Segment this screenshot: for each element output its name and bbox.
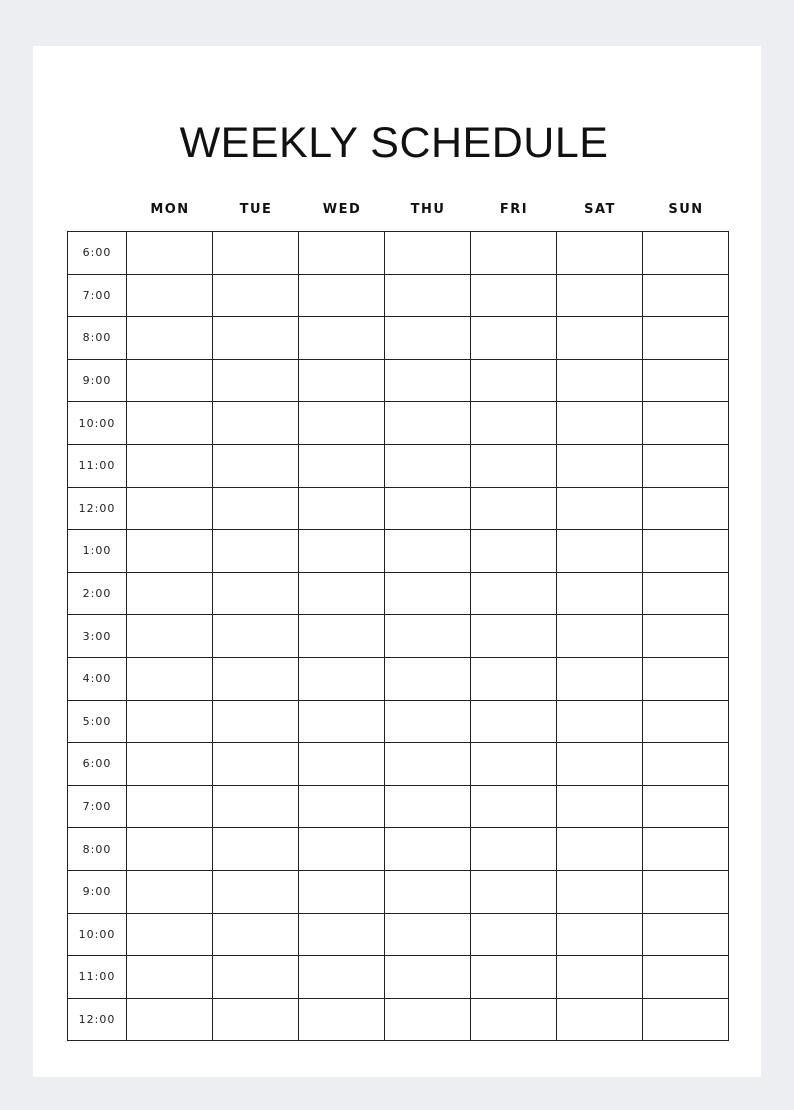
schedule-cell-tue[interactable] [213, 530, 299, 573]
schedule-cell-thu[interactable] [385, 317, 471, 360]
schedule-cell-mon[interactable] [127, 700, 213, 743]
schedule-cell-sun[interactable] [643, 402, 729, 445]
time-row [68, 657, 729, 700]
schedule-cell-fri[interactable] [471, 572, 557, 615]
schedule-cell-thu[interactable] [385, 487, 471, 530]
time-label: 6:00 [68, 743, 127, 786]
schedule-cell-fri[interactable] [471, 913, 557, 956]
time-row [68, 317, 729, 360]
schedule-cell-mon[interactable] [127, 913, 213, 956]
schedule-cell-sun[interactable] [643, 700, 729, 743]
schedule-cell-sun[interactable] [643, 359, 729, 402]
schedule-cell-sun[interactable] [643, 657, 729, 700]
schedule-cell-mon[interactable] [127, 615, 213, 658]
schedule-cell-mon[interactable] [127, 444, 213, 487]
time-label: 7:00 [68, 785, 127, 828]
time-label: 8:00 [68, 828, 127, 871]
time-label: 6:00 [68, 232, 127, 275]
schedule-cell-mon[interactable] [127, 870, 213, 913]
schedule-cell-fri[interactable] [471, 444, 557, 487]
schedule-cell-wed[interactable] [299, 572, 385, 615]
time-row [68, 956, 729, 999]
schedule-cell-tue[interactable] [213, 317, 299, 360]
schedule-cell-mon[interactable] [127, 743, 213, 786]
schedule-cell-tue[interactable] [213, 487, 299, 530]
schedule-cell-mon[interactable] [127, 274, 213, 317]
schedule-cell-tue[interactable] [213, 956, 299, 999]
time-row [68, 700, 729, 743]
time-row [68, 402, 729, 445]
schedule-cell-mon[interactable] [127, 530, 213, 573]
schedule-cell-mon[interactable] [127, 317, 213, 360]
schedule-cell-wed[interactable] [299, 530, 385, 573]
schedule-cell-sat[interactable] [557, 402, 643, 445]
schedule-cell-thu[interactable] [385, 743, 471, 786]
schedule-cell-sun[interactable] [643, 998, 729, 1041]
schedule-cell-fri[interactable] [471, 317, 557, 360]
time-row [68, 785, 729, 828]
day-label-sun: SUN [668, 202, 704, 217]
schedule-cell-thu[interactable] [385, 998, 471, 1041]
time-label: 11:00 [68, 444, 127, 487]
schedule-cell-mon[interactable] [127, 359, 213, 402]
time-label: 5:00 [68, 700, 127, 743]
time-label: 10:00 [68, 913, 127, 956]
schedule-cell-tue[interactable] [213, 359, 299, 402]
schedule-cell-mon[interactable] [127, 232, 213, 275]
time-label: 11:00 [68, 956, 127, 999]
schedule-cell-thu[interactable] [385, 700, 471, 743]
time-label: 2:00 [68, 572, 127, 615]
schedule-cell-thu[interactable] [385, 572, 471, 615]
schedule-cell-mon[interactable] [127, 487, 213, 530]
schedule-cell-fri[interactable] [471, 828, 557, 871]
schedule-cell-sun[interactable] [643, 487, 729, 530]
schedule-cell-wed[interactable] [299, 956, 385, 999]
schedule-cell-thu[interactable] [385, 274, 471, 317]
time-row [68, 274, 729, 317]
schedule-cell-wed[interactable] [299, 274, 385, 317]
schedule-cell-sun[interactable] [643, 274, 729, 317]
time-row [68, 359, 729, 402]
schedule-cell-wed[interactable] [299, 700, 385, 743]
schedule-cell-thu[interactable] [385, 615, 471, 658]
schedule-cell-sat[interactable] [557, 274, 643, 317]
schedule-cell-sat[interactable] [557, 317, 643, 360]
schedule-cell-mon[interactable] [127, 828, 213, 871]
schedule-cell-wed[interactable] [299, 828, 385, 871]
schedule-cell-sun[interactable] [643, 785, 729, 828]
schedule-cell-wed[interactable] [299, 785, 385, 828]
schedule-cell-mon[interactable] [127, 785, 213, 828]
schedule-cell-thu[interactable] [385, 402, 471, 445]
schedule-cell-thu[interactable] [385, 785, 471, 828]
schedule-cell-thu[interactable] [385, 359, 471, 402]
schedule-cell-tue[interactable] [213, 743, 299, 786]
day-label-sat: SAT [584, 202, 616, 217]
time-label: 9:00 [68, 359, 127, 402]
schedule-cell-wed[interactable] [299, 998, 385, 1041]
schedule-sheet [33, 46, 761, 1077]
schedule-cell-sun[interactable] [643, 743, 729, 786]
schedule-cell-thu[interactable] [385, 530, 471, 573]
schedule-cell-tue[interactable] [213, 913, 299, 956]
schedule-cell-mon[interactable] [127, 402, 213, 445]
schedule-cell-mon[interactable] [127, 956, 213, 999]
schedule-cell-wed[interactable] [299, 402, 385, 445]
schedule-cell-fri[interactable] [471, 743, 557, 786]
schedule-cell-tue[interactable] [213, 998, 299, 1041]
schedule-cell-thu[interactable] [385, 956, 471, 999]
schedule-cell-fri[interactable] [471, 870, 557, 913]
schedule-cell-sat[interactable] [557, 785, 643, 828]
schedule-cell-mon[interactable] [127, 572, 213, 615]
schedule-cell-sat[interactable] [557, 956, 643, 999]
time-row [68, 487, 729, 530]
day-label-mon: MON [150, 202, 190, 217]
schedule-cell-tue[interactable] [213, 870, 299, 913]
schedule-cell-wed[interactable] [299, 657, 385, 700]
schedule-cell-mon[interactable] [127, 998, 213, 1041]
schedule-cell-wed[interactable] [299, 615, 385, 658]
schedule-cell-fri[interactable] [471, 956, 557, 999]
schedule-cell-sun[interactable] [643, 615, 729, 658]
day-label-thu: THU [410, 202, 446, 217]
time-label: 4:00 [68, 657, 127, 700]
schedule-cell-sat[interactable] [557, 743, 643, 786]
schedule-cell-tue[interactable] [213, 232, 299, 275]
day-label-tue: TUE [239, 202, 273, 217]
schedule-cell-fri[interactable] [471, 700, 557, 743]
schedule-cell-fri[interactable] [471, 487, 557, 530]
time-row [68, 913, 729, 956]
schedule-cell-fri[interactable] [471, 530, 557, 573]
time-row [68, 828, 729, 871]
schedule-cell-wed[interactable] [299, 317, 385, 360]
schedule-cell-thu[interactable] [385, 870, 471, 913]
schedule-cell-tue[interactable] [213, 444, 299, 487]
schedule-cell-fri[interactable] [471, 785, 557, 828]
day-header-row [127, 201, 729, 219]
time-row [68, 572, 729, 615]
schedule-cell-sun[interactable] [643, 870, 729, 913]
schedule-cell-sun[interactable] [643, 530, 729, 573]
schedule-cell-thu[interactable] [385, 444, 471, 487]
page-title: WEEKLY SCHEDULE [179, 119, 609, 167]
schedule-cell-tue[interactable] [213, 785, 299, 828]
schedule-cell-tue[interactable] [213, 572, 299, 615]
time-row [68, 743, 729, 786]
schedule-cell-wed[interactable] [299, 743, 385, 786]
schedule-cell-wed[interactable] [299, 444, 385, 487]
schedule-cell-tue[interactable] [213, 828, 299, 871]
schedule-cell-wed[interactable] [299, 232, 385, 275]
schedule-cell-fri[interactable] [471, 359, 557, 402]
schedule-cell-mon[interactable] [127, 657, 213, 700]
schedule-cell-sat[interactable] [557, 359, 643, 402]
time-row [68, 530, 729, 573]
time-row [68, 444, 729, 487]
schedule-cell-sat[interactable] [557, 530, 643, 573]
schedule-cell-sat[interactable] [557, 572, 643, 615]
schedule-cell-sat[interactable] [557, 232, 643, 275]
schedule-cell-sun[interactable] [643, 444, 729, 487]
schedule-cell-sun[interactable] [643, 317, 729, 360]
time-label: 9:00 [68, 870, 127, 913]
schedule-cell-sat[interactable] [557, 828, 643, 871]
schedule-cell-fri[interactable] [471, 615, 557, 658]
time-label: 1:00 [68, 530, 127, 573]
schedule-cell-sat[interactable] [557, 700, 643, 743]
time-row [68, 870, 729, 913]
time-label: 7:00 [68, 274, 127, 317]
schedule-cell-thu[interactable] [385, 232, 471, 275]
schedule-cell-tue[interactable] [213, 657, 299, 700]
schedule-grid [67, 231, 729, 1041]
schedule-cell-fri[interactable] [471, 402, 557, 445]
time-row [68, 998, 729, 1041]
schedule-cell-sat[interactable] [557, 913, 643, 956]
schedule-cell-fri[interactable] [471, 657, 557, 700]
schedule-cell-thu[interactable] [385, 828, 471, 871]
schedule-cell-sat[interactable] [557, 487, 643, 530]
time-label: 10:00 [68, 402, 127, 445]
day-label-wed: WED [322, 202, 362, 217]
schedule-cell-sun[interactable] [643, 232, 729, 275]
schedule-cell-wed[interactable] [299, 913, 385, 956]
schedule-cell-thu[interactable] [385, 657, 471, 700]
schedule-cell-wed[interactable] [299, 487, 385, 530]
time-label: 12:00 [68, 998, 127, 1041]
schedule-cell-sun[interactable] [643, 956, 729, 999]
schedule-cell-fri[interactable] [471, 274, 557, 317]
schedule-cell-wed[interactable] [299, 870, 385, 913]
schedule-cell-tue[interactable] [213, 615, 299, 658]
schedule-cell-fri[interactable] [471, 232, 557, 275]
schedule-cell-thu[interactable] [385, 913, 471, 956]
schedule-cell-sun[interactable] [643, 572, 729, 615]
day-label-fri: FRI [499, 202, 529, 217]
schedule-cell-sun[interactable] [643, 913, 729, 956]
schedule-cell-tue[interactable] [213, 274, 299, 317]
schedule-cell-sat[interactable] [557, 615, 643, 658]
schedule-cell-sat[interactable] [557, 657, 643, 700]
schedule-cell-sun[interactable] [643, 828, 729, 871]
schedule-cell-sat[interactable] [557, 870, 643, 913]
time-row [68, 232, 729, 275]
schedule-cell-sat[interactable] [557, 998, 643, 1041]
schedule-cell-wed[interactable] [299, 359, 385, 402]
schedule-cell-sat[interactable] [557, 444, 643, 487]
schedule-cell-tue[interactable] [213, 700, 299, 743]
time-label: 12:00 [68, 487, 127, 530]
time-row [68, 615, 729, 658]
schedule-cell-tue[interactable] [213, 402, 299, 445]
time-label: 3:00 [68, 615, 127, 658]
time-label: 8:00 [68, 317, 127, 360]
schedule-cell-fri[interactable] [471, 998, 557, 1041]
